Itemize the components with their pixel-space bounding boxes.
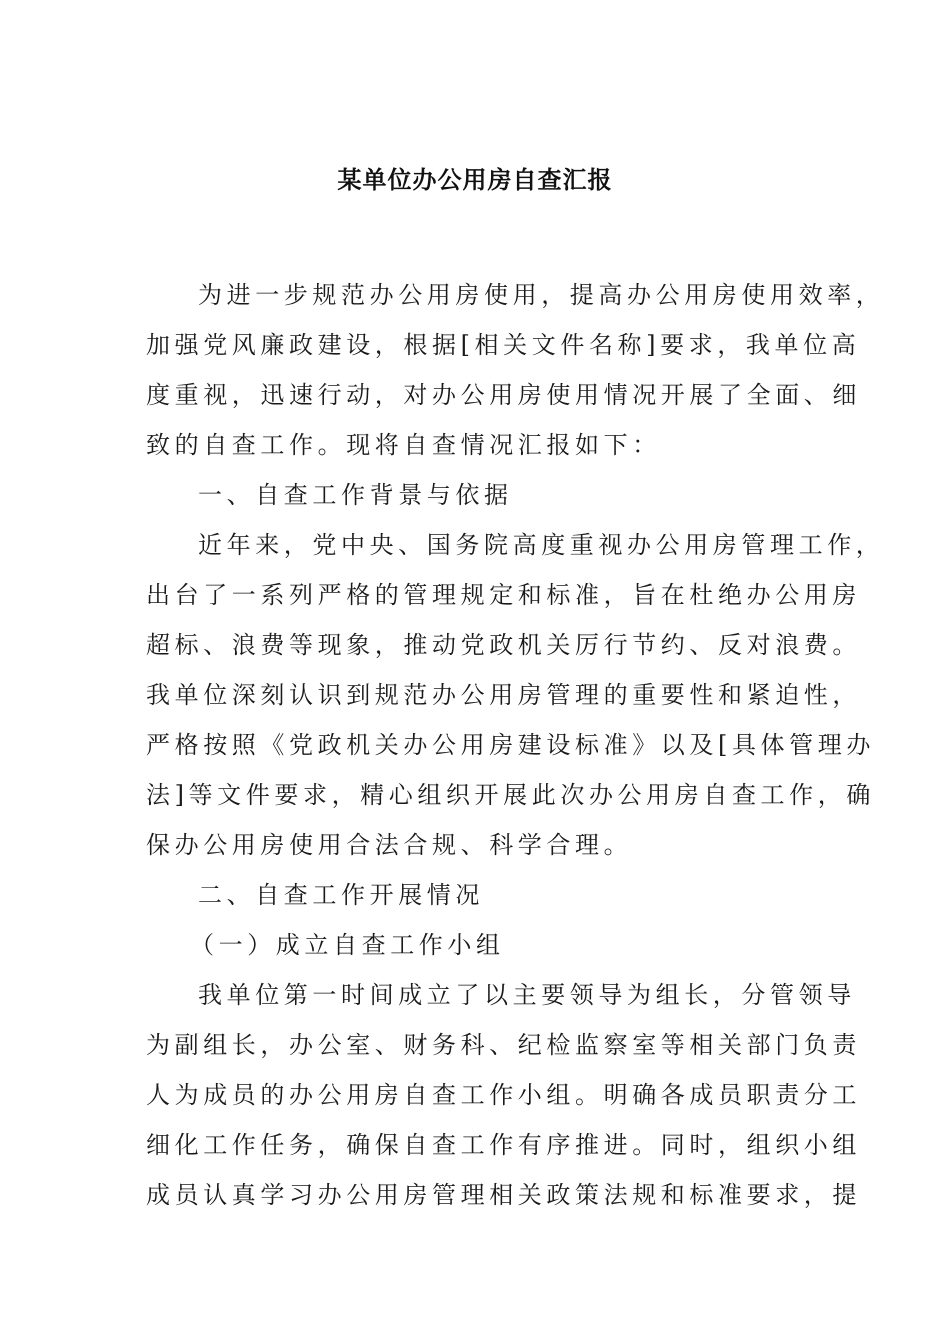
section1-heading: 一、自查工作背景与依据 (198, 481, 513, 509)
document-body (146, 270, 885, 1220)
section2-heading: 二、自查工作开展情况 (198, 881, 484, 909)
section2-line: 成员认真学习办公用房管理相关政策法规和标准要求，提 (146, 1181, 861, 1209)
section2-line: 细化工作任务，确保自查工作有序推进。同时，组织小组 (146, 1131, 861, 1159)
section1-line: 近年来，党中央、国务院高度重视办公用房管理工作， (198, 531, 885, 559)
intro-line: 为进一步规范办公用房使用，提高办公用房使用效率， (198, 281, 885, 309)
intro-line: 加强党风廉政建设，根据[相关文件名称]要求，我单位高 (146, 331, 861, 359)
section1-line: 保办公用房使用合法合规、科学合理。 (146, 831, 633, 859)
section1-line: 超标、浪费等现象，推动党政机关厉行节约、反对浪费。 (146, 631, 861, 659)
document-title: 某单位办公用房自查汇报 (337, 165, 613, 194)
section1-line: 严格按照《党政机关办公用房建设标准》以及[具体管理办 (146, 731, 875, 759)
section2-line: 为副组长，办公室、财务科、纪检监察室等相关部门负责 (146, 1031, 861, 1059)
section2-subheading: （一）成立自查工作小组 (190, 931, 505, 959)
section2-line: 人为成员的办公用房自查工作小组。明确各成员职责分工 (146, 1081, 861, 1109)
section1-line: 法]等文件要求，精心组织开展此次办公用房自查工作，确 (146, 781, 875, 809)
intro-line: 度重视，迅速行动，对办公用房使用情况开展了全面、细 (146, 381, 861, 409)
intro-line: 致的自查工作。现将自查情况汇报如下： (146, 431, 661, 459)
section2-line: 我单位第一时间成立了以主要领导为组长，分管领导 (198, 981, 856, 1009)
section1-line: 出台了一系列严格的管理规定和标准，旨在杜绝办公用房 (146, 581, 861, 609)
section2-paragraph (146, 970, 861, 1220)
section1-line: 我单位深刻认识到规范办公用房管理的重要性和紧迫性， (146, 681, 861, 709)
section1-paragraph (146, 520, 885, 870)
intro-paragraph (146, 270, 885, 470)
